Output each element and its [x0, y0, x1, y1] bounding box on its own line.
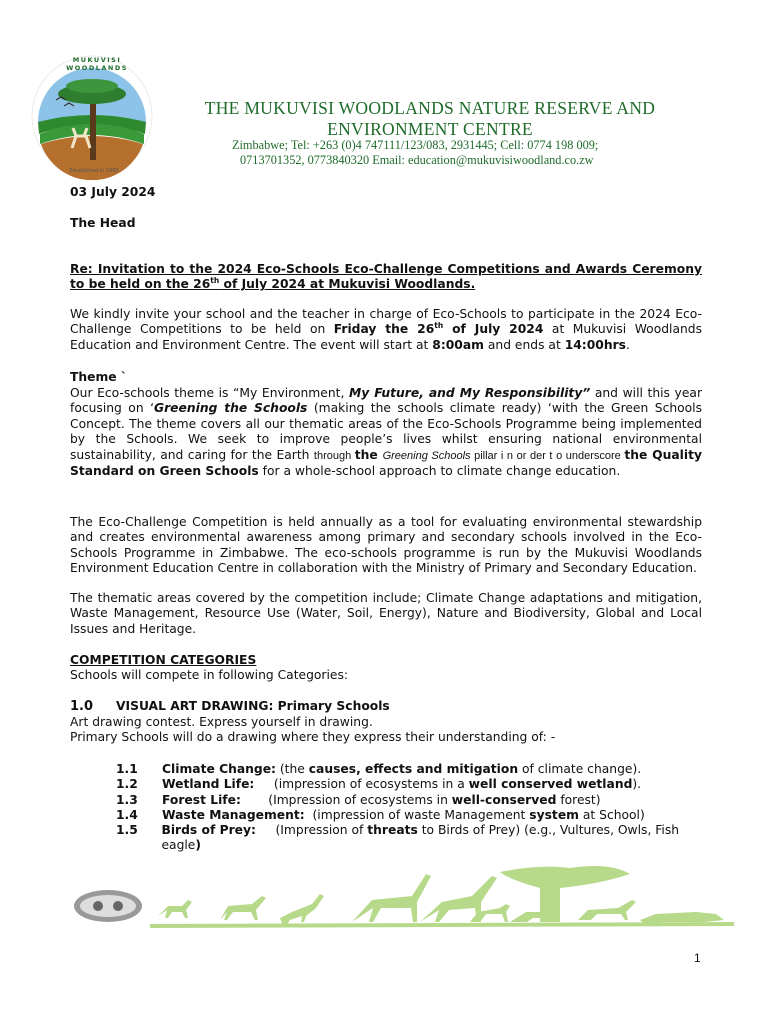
letter-date: 03 July 2024 — [70, 185, 156, 199]
organization-logo — [28, 52, 156, 180]
p1-sup: th — [434, 321, 444, 331]
title-line-2: ENVIRONMENT CENTRE — [327, 119, 533, 139]
theme-text-j: the — [624, 447, 653, 462]
subject-part-2: of July 2024 at Mukuvisi Woodlands. — [219, 277, 476, 292]
list-item — [116, 762, 716, 777]
p1-start-time: 8:00am — [432, 337, 484, 352]
item-emphasis: system — [529, 807, 579, 822]
theme-heading: Theme ` — [70, 370, 128, 384]
section-heading — [70, 699, 702, 714]
theme-pillar: Greening Schools — [382, 449, 471, 462]
item-text: at School) — [578, 807, 645, 822]
item-text: forest) — [556, 792, 601, 807]
contact-line-1: Zimbabwe; Tel: +263 (0)4 747111/123/083, 2931445; Cell: 0774 198 009; — [232, 138, 599, 152]
theme-text-f: through — [313, 449, 355, 462]
contact-line-2: 0713701352, 0773840320 Email: education@mukuvisiwoodland.co.zw — [240, 153, 594, 167]
item-label: Climate Change: — [162, 762, 276, 776]
item-text: (impression of waste Management — [304, 807, 530, 822]
theme-text-c: and will this year focusing on ‘ — [70, 386, 702, 416]
item-text: (Impression of ecosystems in — [240, 792, 452, 807]
theme-text-l: for a whole-school approach to climate change education. — [258, 464, 621, 479]
contact-info — [232, 138, 632, 168]
item-number: 1.5 — [116, 823, 138, 838]
item-text: (impression of ecosystems in a — [254, 777, 469, 792]
p1-text-h: . — [625, 337, 630, 352]
list-item — [116, 808, 716, 823]
p1-text-d: at Mukuvisi Woodlands Education and Environment Centre. The event will start at — [70, 322, 702, 352]
subject-sup: th — [210, 276, 220, 286]
thematic-areas-paragraph: The thematic areas covered by the competition include; Climate Change adaptations and mitigation, Waste Management, Resource Use (Water, Soil, Energy), Nature and Biodiversity, Global and Local Issues and Heritage. — [70, 591, 702, 636]
item-label: Forest Life: — [162, 792, 241, 807]
footer-emblem-icon — [74, 890, 142, 922]
item-text: (the — [275, 762, 309, 776]
item-text: (Impression of — [255, 823, 368, 838]
invitation-paragraph — [70, 307, 702, 353]
item-label: Wetland Life: — [162, 777, 255, 792]
organization-title — [170, 98, 690, 140]
title-line-1: THE MUKUVISI WOODLANDS NATURE RESERVE AND — [204, 98, 656, 118]
theme-focus: Greening the Schools — [154, 401, 308, 416]
theme-text-i: pillar i n or der t o underscore — [470, 449, 625, 462]
theme-motto: My Future, and My Responsibility” — [348, 386, 591, 400]
section-title: VISUAL ART DRAWING: Primary Schools — [116, 699, 390, 713]
logo-established: Established in 1980 — [69, 168, 119, 174]
list-item — [116, 793, 716, 808]
theme-standard: Quality Standard on Green Schools — [70, 447, 702, 479]
item-text: ) — [195, 838, 201, 853]
drawing-topics-list — [116, 762, 716, 854]
item-emphasis: threats — [367, 823, 418, 838]
item-text: ). — [632, 777, 642, 792]
theme-text-a: Our Eco-schools theme is “My Environment, — [70, 386, 349, 400]
theme-text-e: (making the schools climate ready) ‘with the Green Schools Concept. The theme covers all our thematic areas of the Eco-Schools Programme being implemented by the Schools. We seek to improve people’s lives whilst ensuring national environmental sustainability, and caring for the Earth — [70, 401, 702, 462]
section-number: 1.0 — [70, 699, 94, 714]
p1-date: Friday the 26 — [333, 322, 435, 337]
categories-intro: Schools will compete in following Categories: — [70, 668, 349, 682]
theme-paragraph — [70, 386, 702, 479]
categories-heading: COMPETITION CATEGORIES — [70, 653, 257, 667]
item-label: Waste Management: — [162, 807, 305, 822]
section-line-1: Art drawing contest. Express yourself in drawing. — [70, 715, 373, 729]
page-number: 1 — [694, 951, 701, 965]
wildlife-footer-banner — [70, 858, 734, 930]
eco-challenge-paragraph: The Eco-Challenge Competition is held annually as a tool for evaluating environmental stewardship and creates environmental awareness among primary and secondary schools involved in the Eco-Schools Programme in Zimbabwe. The eco-schools programme is run by the Mukuvisi Woodlands Environment Education Centre in collaboration with the Ministry of Primary and Secondary Education. — [70, 515, 702, 576]
p1-text-f: and ends at — [483, 337, 565, 352]
theme-text-g: the — [354, 447, 383, 462]
item-number: 1.2 — [116, 777, 138, 792]
p1-text-a: We kindly invite your school and the teacher in charge of Eco-Schools to participate in the 2024 Eco-Challenge Competitions to be held on — [70, 307, 702, 337]
item-number: 1.3 — [116, 792, 138, 807]
section-line-2: Primary Schools will do a drawing where they express their understanding of: - — [70, 730, 556, 744]
item-number: 1.1 — [116, 762, 138, 776]
letter-addressee: The Head — [70, 216, 136, 230]
item-text: to Birds of Prey) (e.g., Vultures, Owls, Fish eagle — [161, 823, 680, 853]
item-emphasis: well-conserved — [451, 792, 557, 807]
subject-part-1: Re: Invitation to the 2024 Eco-Schools Eco-Challenge Competitions and Awards Ceremony to be held on the 26 — [70, 262, 702, 292]
logo-arc-text: MUKUVISI WOODLANDS — [66, 56, 128, 72]
p1-date-tail: of July 2024 — [443, 322, 544, 337]
list-item — [116, 823, 716, 854]
item-number: 1.4 — [116, 807, 138, 822]
subject-line — [70, 262, 702, 293]
item-text: of climate change). — [518, 762, 642, 776]
p1-end-time: 14:00hrs — [564, 337, 626, 352]
item-label: Birds of Prey: — [161, 823, 256, 838]
item-emphasis: causes, effects and mitigation — [308, 762, 519, 776]
list-item — [116, 777, 716, 792]
item-emphasis: well conserved wetland — [468, 777, 633, 792]
